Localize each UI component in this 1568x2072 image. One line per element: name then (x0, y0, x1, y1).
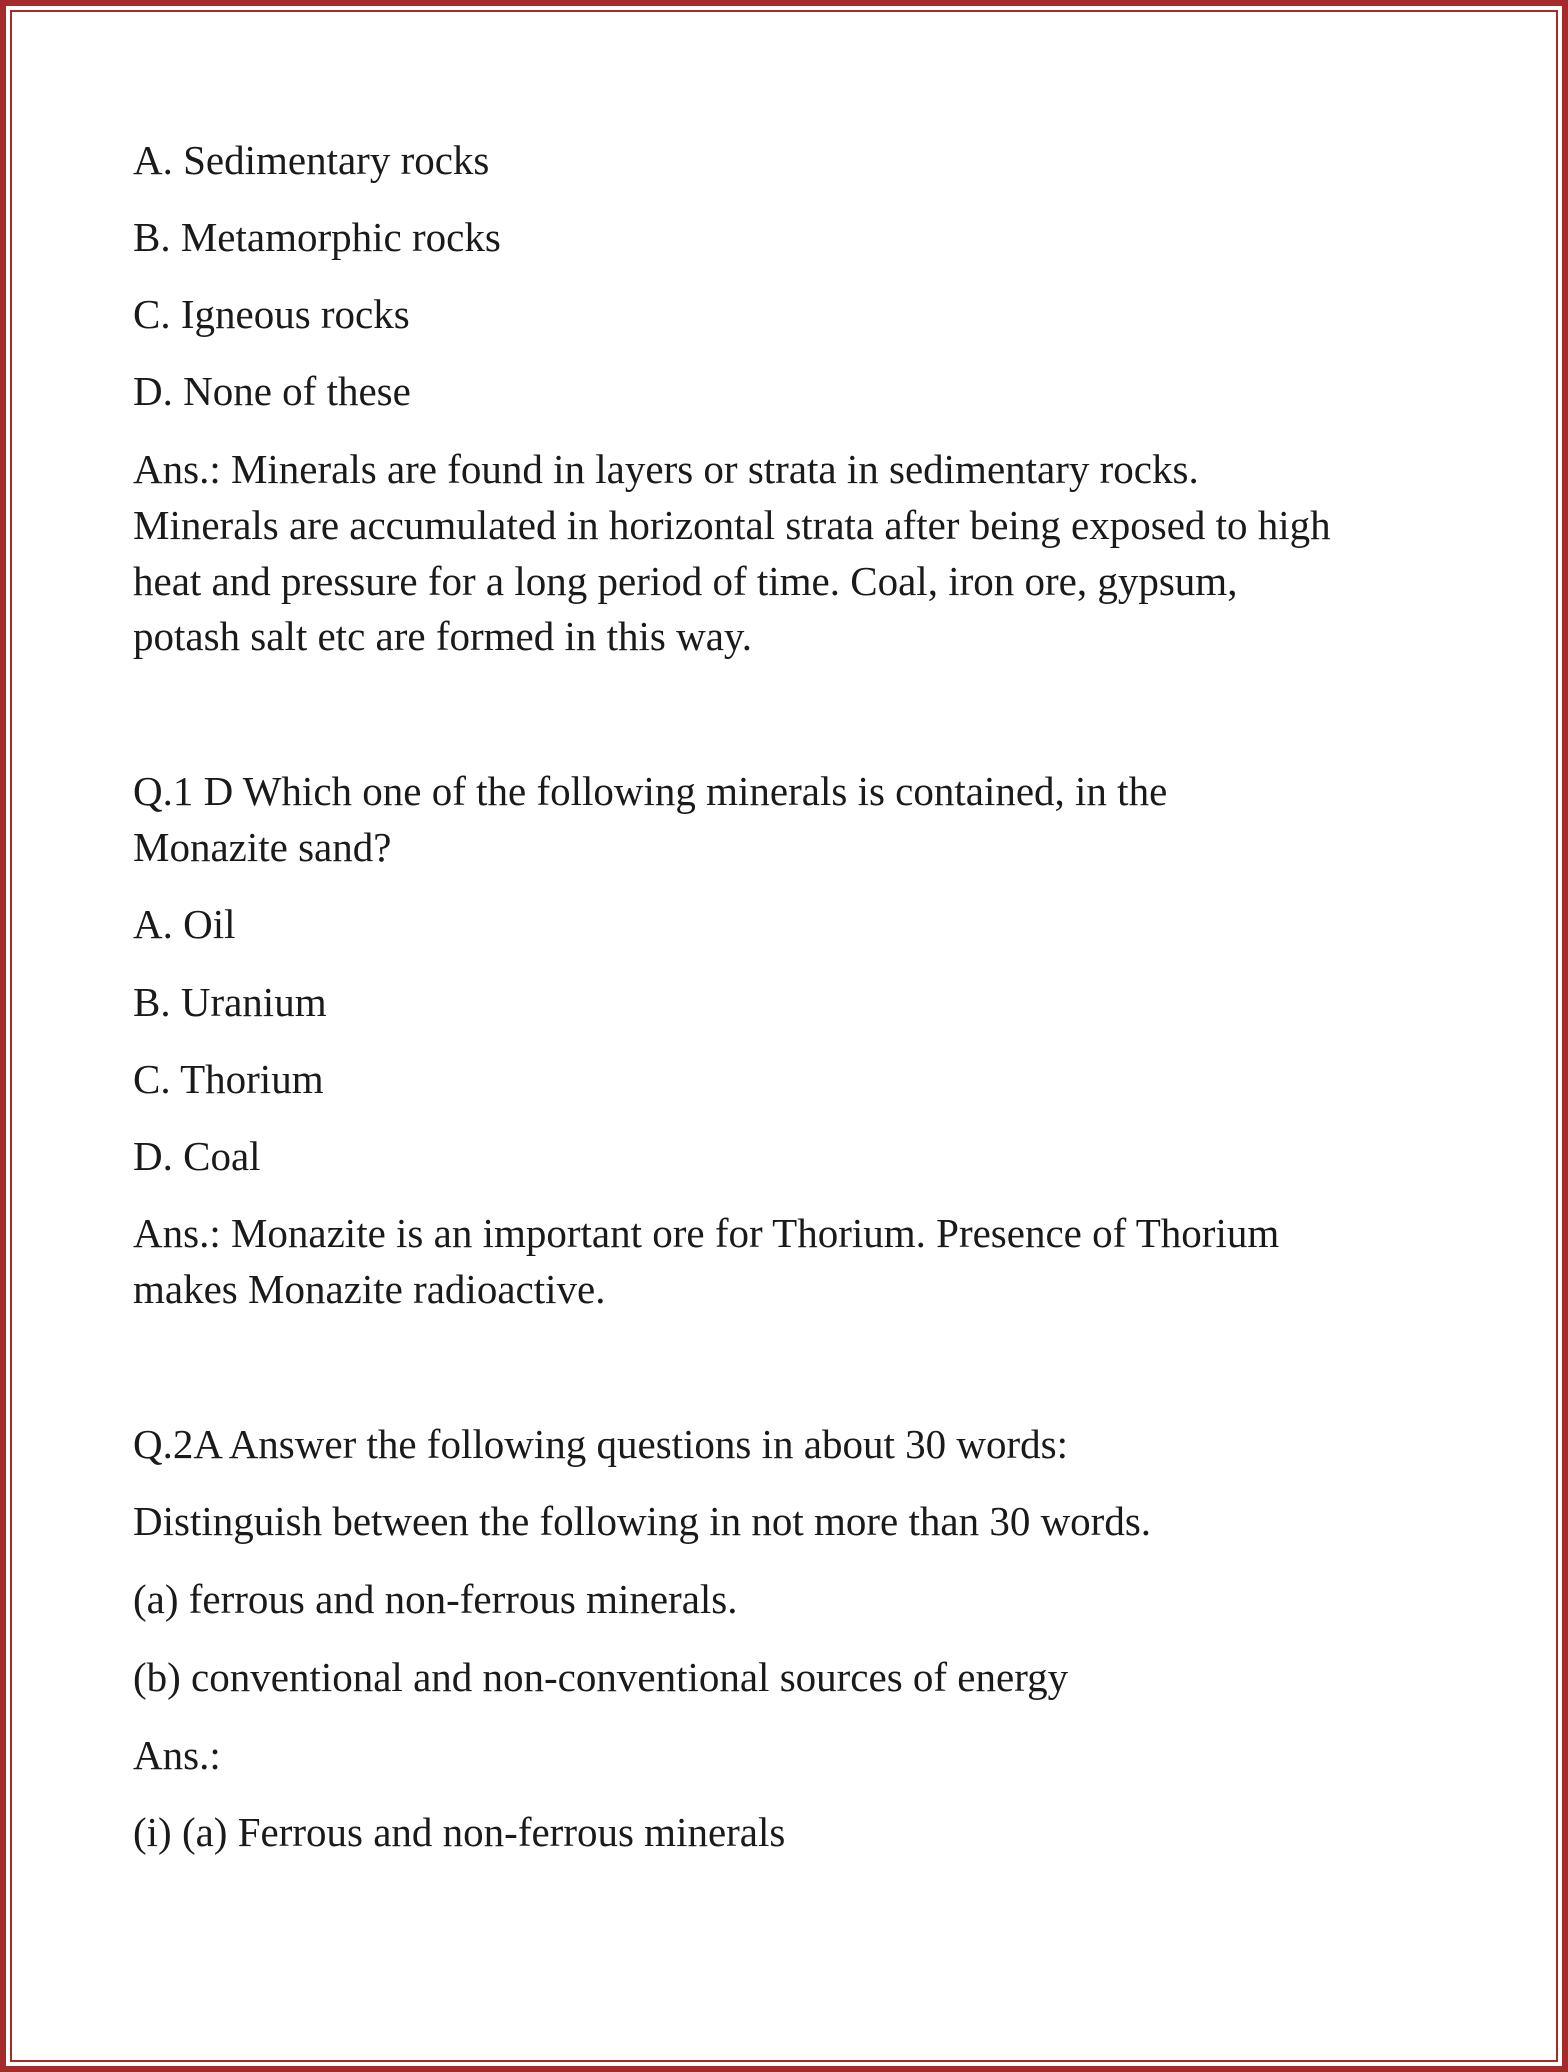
q1d-option-a: A. Oil (133, 901, 236, 947)
option-a: A. Sedimentary rocks (133, 137, 490, 183)
q2a-part-b: (b) conventional and non-conventional sources of energy (133, 1654, 1069, 1700)
q2a-sub-answer: (i) (a) Ferrous and non-ferrous minerals (133, 1809, 786, 1855)
q1d-answer-line-1: Ans.: Monazite is an important ore for Thorium. Presence of Thorium (133, 1210, 1280, 1256)
q1d-answer-line-2: makes Monazite radioactive. (133, 1266, 606, 1312)
option-b: B. Metamorphic rocks (133, 214, 501, 260)
option-c: C. Igneous rocks (133, 291, 410, 337)
answer-line-2: Minerals are accumulated in horizontal strata after being exposed to high (133, 502, 1331, 548)
answer-line-3: heat and pressure for a long period of time. Coal, iron ore, gypsum, (133, 558, 1238, 604)
question-q1d-line-1: Q.1 D Which one of the following minerals is contained, in the (133, 768, 1168, 814)
q2a-instruction: Distinguish between the following in not more than 30 words. (133, 1498, 1152, 1544)
q1d-option-b: B. Uranium (133, 979, 327, 1025)
q1d-option-d: D. Coal (133, 1133, 261, 1179)
question-q2a-heading: Q.2A Answer the following questions in about 30 words: (133, 1421, 1068, 1467)
q1d-option-c: C. Thorium (133, 1056, 324, 1102)
question-q1d-line-2: Monazite sand? (133, 824, 392, 870)
q2a-ans-label: Ans.: (133, 1732, 221, 1778)
answer-line-1: Ans.: Minerals are found in layers or strata in sedimentary rocks. (133, 446, 1199, 492)
option-d: D. None of these (133, 368, 411, 414)
answer-line-4: potash salt etc are formed in this way. (133, 613, 752, 659)
q2a-part-a: (a) ferrous and non-ferrous minerals. (133, 1576, 738, 1622)
